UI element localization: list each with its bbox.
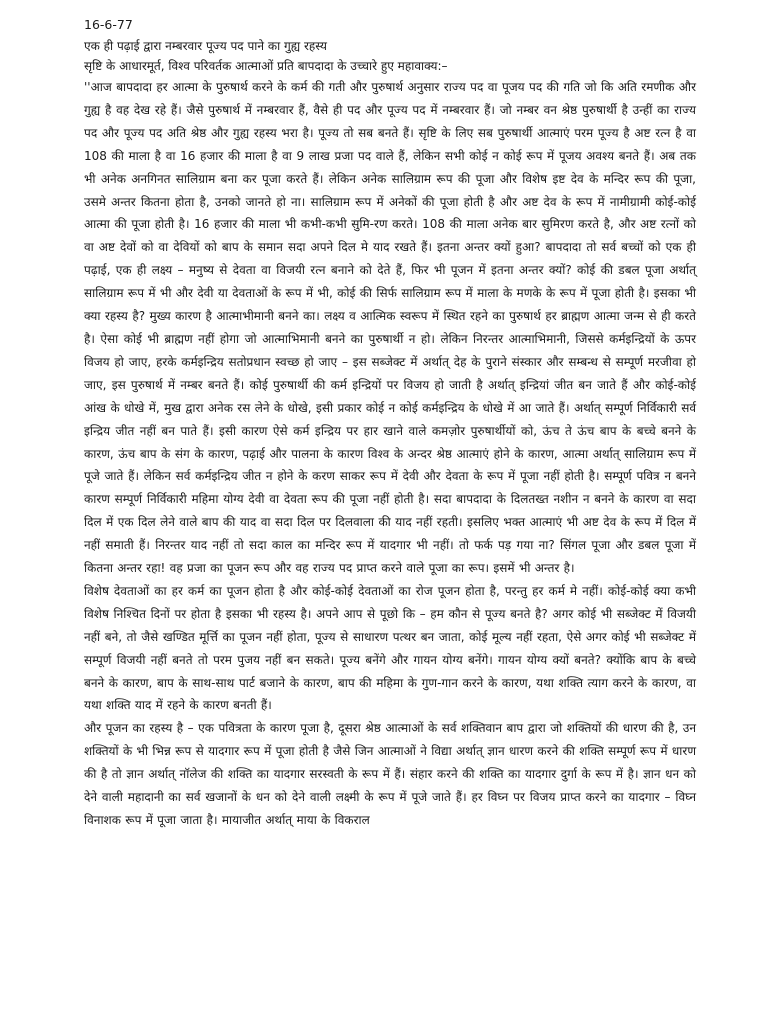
document-date: 16-6-77 (84, 17, 133, 32)
paragraph-2: विशेष देवताओं का हर कर्म का पूजन होता है और कोई-कोई देवताओं का रोज पूजन होता है, परन्तु हर कर्म मे नहीं। कोई-कोई क्या कभी विशेष निश्चित दिनों पर होता है इसका भी रहस्य है। अपने आप से पूछो कि – हम कौन से पूज्य बनते है? अगर कोई भी सब्जेक्ट में विजयी नहीं बने, तो जैसे खण्डित मूर्त्ति का पूजन नहीं होता, पूज्य से साधारण पत्थर बन जाता, कोई मूल्य नहीं रहता, ऐसे अगर कोई भी सब्जेक्ट में सम्पूर्ण विजयी नहीं बनते तो परम पुजय नहीं बन सकते। पूज्य बनेंगे और गायन योग्य बनेंगे। गायन योग्य क्यों बनते? क्योंकि बाप के बच्चे बनने के कारण, बाप के साथ-साथ पार्ट बजाने के कारण, बाप की महिमा के गुण-गान करने के कारण, यथा शक्ति त्याग करने के कारण, वा यथा शक्ति याद में रहने के कारण बनती हैं। (84, 583, 696, 713)
paragraph-1: ''आज बापदादा हर आत्मा के पुरुषार्थ करने के कर्म की गती और पुरुषार्थ अनुसार राज्य पद वा पूजय पद की गति जो कि अति रमणीक और गुह्य है वह देख रहे हैं। जैसे पुरुषार्थ में नम्बरवार हैं, वैसे ही पद और पूज्य पद में नम्बरवार हैं। जो नम्बर वन श्रेष्ठ पुरुषार्थी है उन्हीं का राज्य पद और पूज्य पद अति श्रेष्ठ और गुह्य रहस्य भरा है। पूज्य तो सब बनते हैं। सृष्टि के लिए सब पुरुषार्थी आत्माएं परम पूज्य है अष्ट रत्न है वा 108 की माला है वा 16 हजार की माला है वा 9 लाख प्रजा पद वाले हैं, लेकिन सभी कोई न कोई रूप में पूजय अवश्य बनते हैं। अब तक भी अनेक अनगिनत सालिग्राम बना कर पूजा करते हैं। लेकिन अनेक सालिग्राम रूप की पूजा और विशेष इष्ट देव के मन्दिर रूप की पूजा, उसमे अन्तर कितना होता है, उनको जानते हो ना। सालिग्राम रूप में अनेकों की पूजा होती है और अष्ट देव के रूप में नामीग्रामी कोई-कोई आत्मा की पूजा होती है। 16 हजार की माला भी कभी-कभी सुमि-रण करते। 108 की माला अनेक बार सुमिरण करते है, और अष्ट रत्नों को वा अष्ट देवों को वा देवियों को बाप के समान सदा अपने दिल मे याद रखते हैं। इतना अन्तर क्यों हुआ? बापदादा तो सर्व बच्चों को एक ही पढ़ाई, एक ही लक्ष्य – मनुष्य से देवता वा विजयी रत्न बनाने को देते हैं, फिर भी पूजन में इतना अन्तर क्यों? कोई की डबल पूजा अर्थात् सालिग्राम रूप में भी और देवी या देवताओं के रूप में भी, कोई की सिर्फ सालिग्राम रूप में माला के मणके के रूप में पूजा होती है। इसका भी क्या रहस्य है? मुख्य कारण है आत्माभीमानी बनने का। लक्ष्य व आत्मिक स्वरूप में स्थित रहने का पुरुषार्थ हर ब्राह्मण आत्मा जन्म से ही करते है। ऐसा कोई भी ब्राह्मण नहीं होगा जो आत्माभिमानी बनने का पुरुषार्थी न हो। लेकिन निरन्तर आत्माभिमानी, जिससे कर्मइन्द्रियों के ऊपर विजय हो जाए, हरके कर्मइन्द्रिय सतोप्रधान स्वच्छ हो जाए – इस सब्जेक्ट में अर्थात् देह के पुराने संस्कार और सम्बन्ध से सम्पूर्ण मरजीवा हो जाए, इस पुरुषार्थ में नम्बर बनते हैं। कोई पुरुषार्थी की कर्म इन्द्रियों पर विजय हो जाती है अर्थात् इन्द्रियां जीत बन जाते हैं और कोई-कोई आंख के धोखे में, मुख द्वारा अनेक रस लेने के धोखे, इसी प्रकार कोई न कोई कर्मइन्द्रिय के धोखे में आ जाते हैं। अर्थात् सम्पूर्ण निर्विकारी सर्व इन्द्रिय जीत नहीं बन पाते हैं। इसी कारण ऐसे कर्म इन्द्रिय पर हार खाने वाले कमज़ोर पुरुषार्थीयों को, ऊंच ते ऊंच बाप के बच्चे बनने के कारण, ऊंच बाप के संग के कारण, पढ़ाई और पालना के कारण विश्व के अन्दर श्रेष्ठ आत्माएं होने के कारण, आत्मा अर्थात् सालिग्राम रूप में पूजे जाते हैं। लेकिन सर्व कर्मइन्द्रिय जीत न होने के करण साकर रूप में देवी और देवता के रूप में पूजा नहीं होती है। सम्पूर्ण पवित्र न बनने कारण सम्पूर्ण निर्विकारी महिमा योग्य देवी वा देवता रूप की पूजा नहीं होती है। सदा बापदादा के दिलतख्त नशीन न बनने के कारण वा सदा दिल में एक दिल लेने वाले बाप की याद वा सदा दिल पर दिलवाला की याद नहीं रहती। इसलिए भक्त आत्माएं भी अष्ट देव के रूप में दिल में नहीं समाती हैं। निरन्तर याद नहीं तो सदा काल का मन्दिर रूप में यादगार भी नहीं। तो फर्क पड़ गया ना? सिंगल पूजा और डबल पूजा में कितना अन्तर रहा! वह प्रजा का पूजन रूप और वह राज्य पद प्राप्त करने वाले पूजा का रूप। इसमें भी अन्तर है। (84, 80, 696, 576)
document-page (84, 14, 696, 832)
paragraph-3: और पूजन का रहस्य है – एक पवित्रता के कारण पूजा है, दूसरा श्रेष्ठ आत्माओं के सर्व शक्तिवान बाप द्वारा जो शक्तियों की धारण की है, उन शक्तियों के भी भिन्न रूप से यादगार रूप में पूजा होती है जैसे जिन आत्माओं ने विद्या अर्थात् ज्ञान धारण करने की शक्ति सम्पूर्ण रूप में धारण की है तो ज्ञान अर्थात् नॉलेज की शक्ति का यादगार सरस्वती के रूप में हैं। संहार करने की शक्ति का यादगार दुर्गा के रूप में है। ज्ञान धन को देने वाली महादानी का सर्व खजानों के धन को देने वाली लक्ष्मी के रूप में पूजे जाते हैं। हर विघ्न पर विजय प्राप्त करने का यादगार – विघ्न विनाशक रूप में पूजा जाता है। मायाजीत अर्थात् माया के विकराल (84, 721, 696, 827)
document-subtitle: सृष्टि के आधारमूर्त, विश्व परिवर्तक आत्माओं प्रति बापदादा के उच्चारे हुए महावाक्य:– (84, 59, 448, 73)
document-title: एक ही पढ़ाई द्वारा नम्बरवार पूज्य पद पाने का गुह्य रहस्य (84, 39, 327, 53)
